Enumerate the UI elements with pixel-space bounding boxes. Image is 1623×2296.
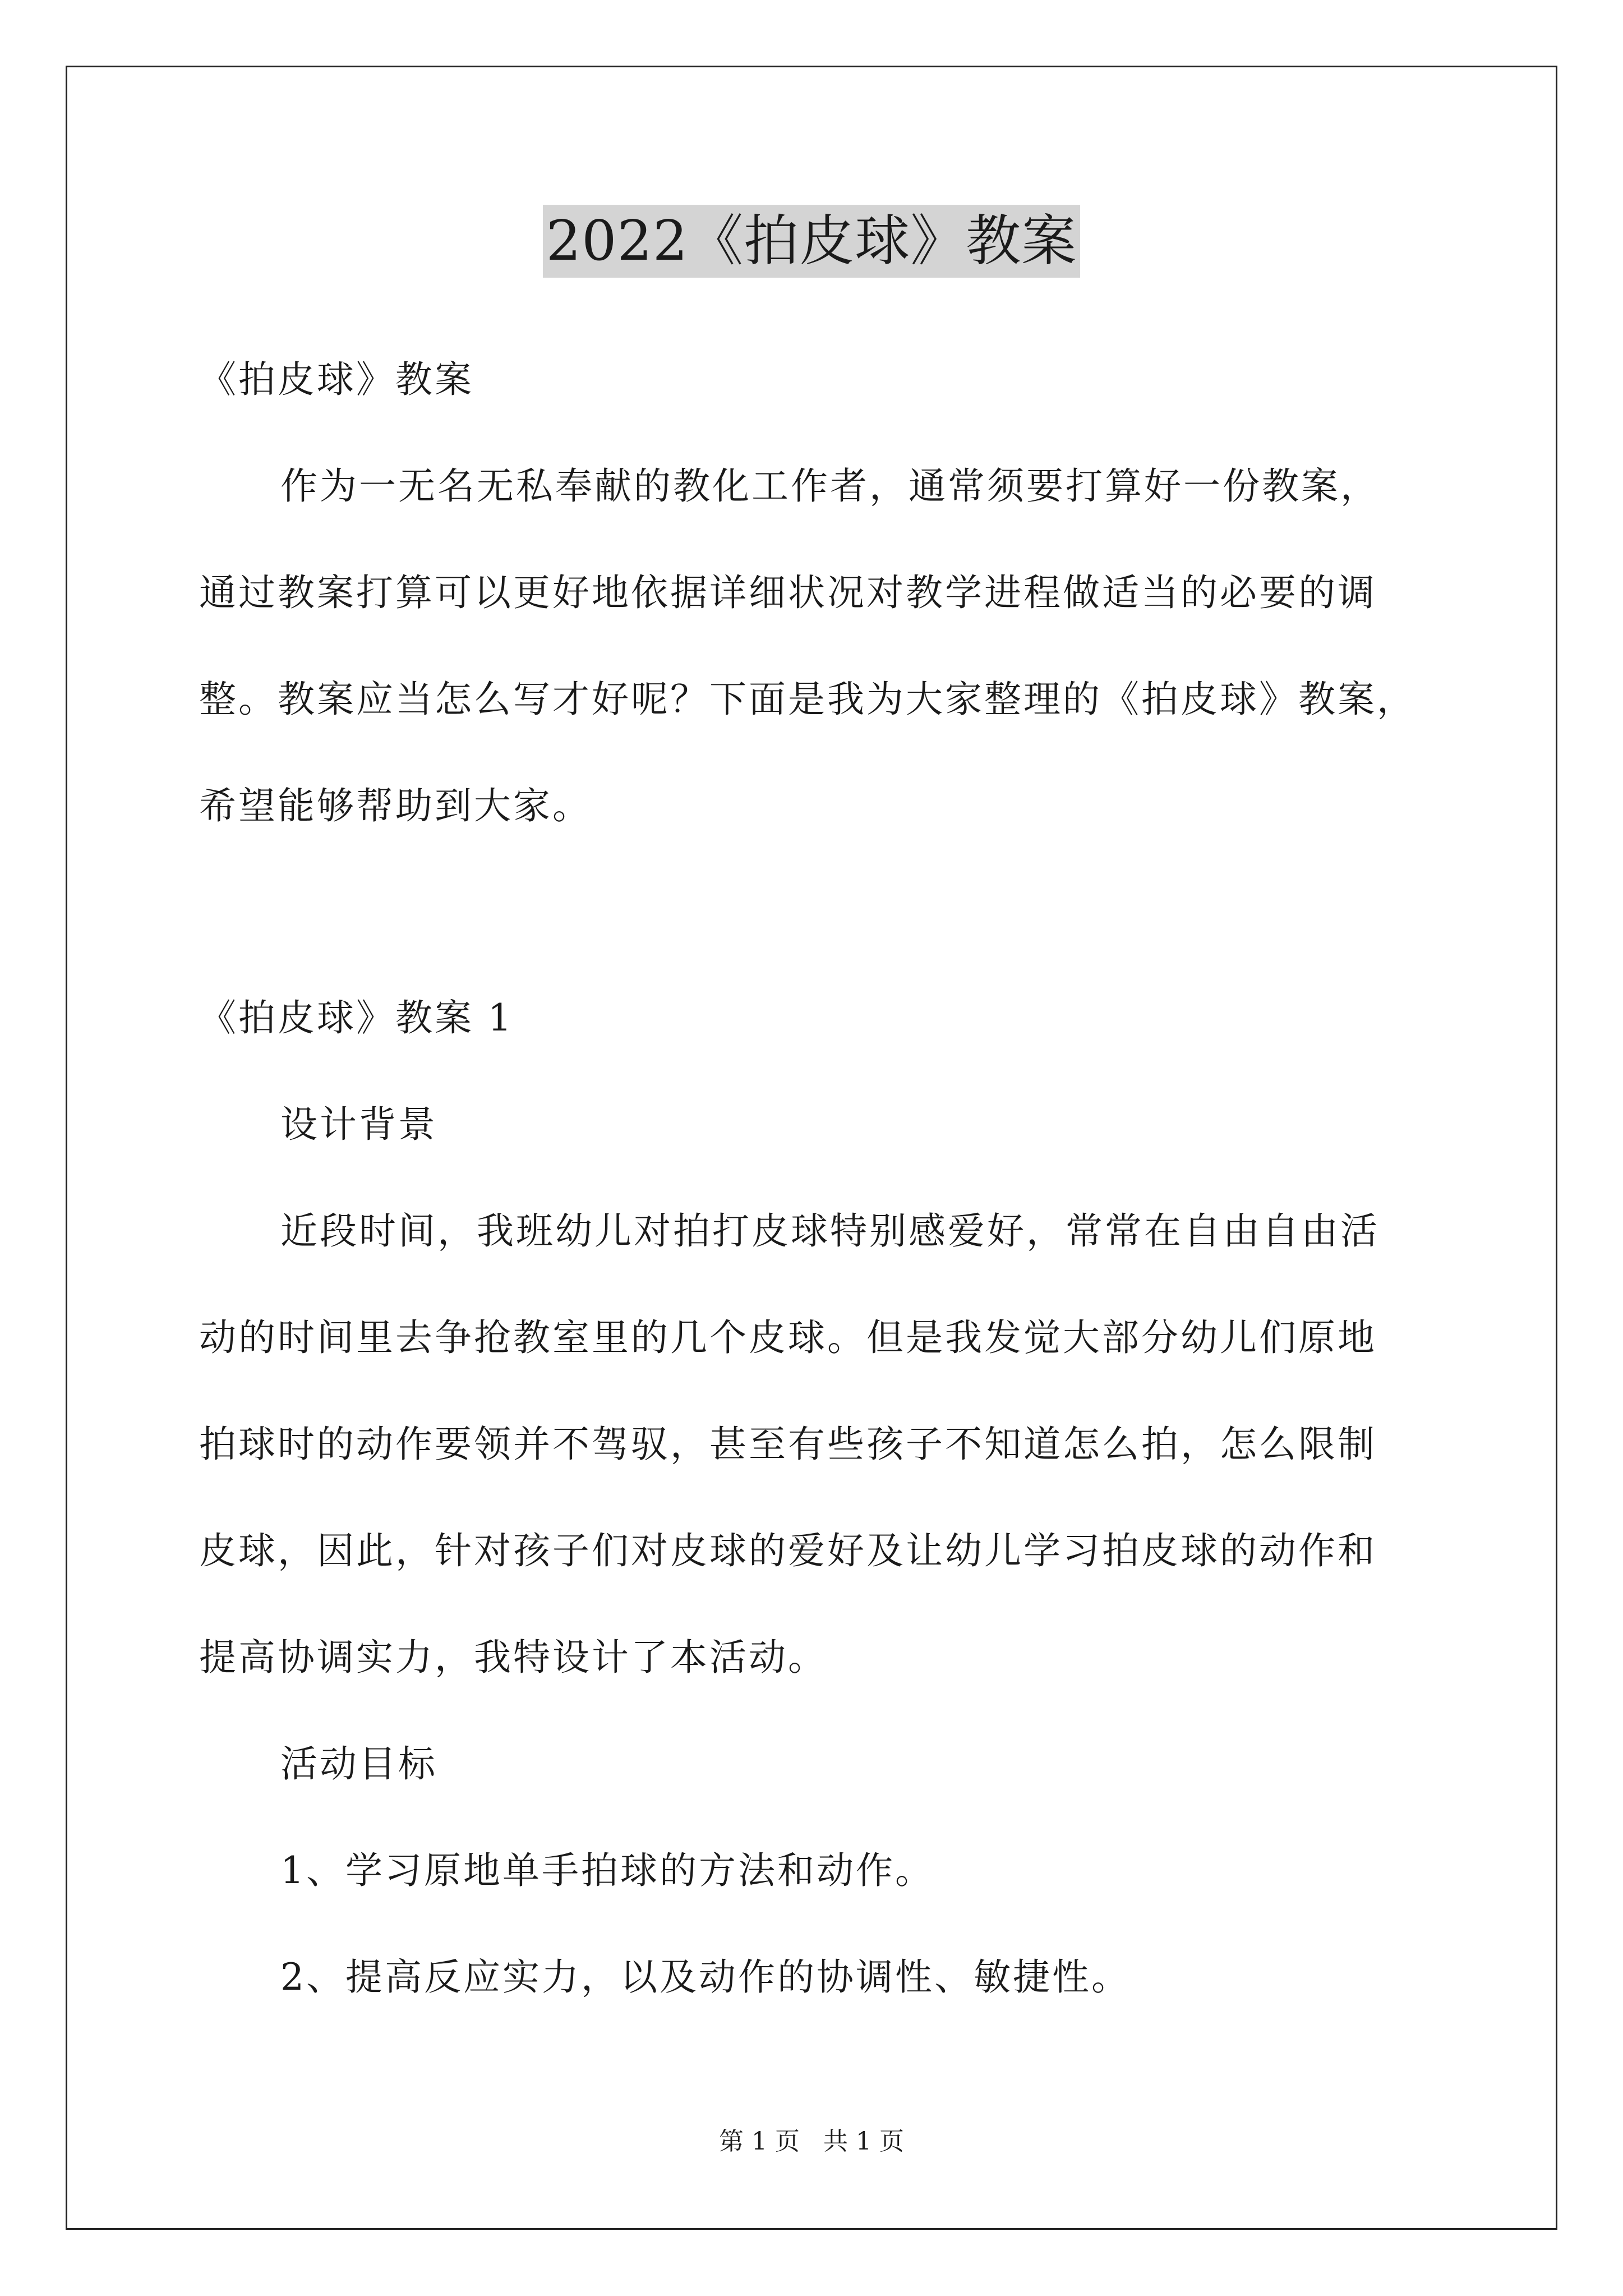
page-footer: 第 1 页 共 1 页 — [719, 2127, 904, 2156]
background-line-4: 皮球，因此，针对孩子们对皮球的爱好及让幼儿学习拍皮球的动作和 — [199, 1529, 1377, 1572]
title-container — [0, 205, 1623, 278]
document-title: 2022《拍皮球》教案 — [543, 205, 1080, 278]
background-line-5: 提高协调实力，我特设计了本活动。 — [199, 1636, 827, 1679]
intro-line-2: 通过教案打算可以更好地依据详细状况对教学进程做适当的必要的调 — [199, 571, 1377, 614]
intro-line-3: 整。教案应当怎么写才好呢？下面是我为大家整理的《拍皮球》教案， — [199, 678, 1416, 721]
background-line-3: 拍球时的动作要领并不驾驭，甚至有些孩子不知道怎么拍，怎么限制 — [199, 1423, 1377, 1466]
background-heading: 设计背景 — [280, 1103, 437, 1146]
background-line-1: 近段时间，我班幼儿对拍打皮球特别感爱好，常常在自由自由活 — [280, 1209, 1380, 1253]
background-line-2: 动的时间里去争抢教室里的几个皮球。但是我发觉大部分幼儿们原地 — [199, 1316, 1377, 1359]
intro-line-4: 希望能够帮助到大家。 — [199, 784, 592, 827]
goal-item-1: 1、学习原地单手拍球的方法和动作。 — [280, 1849, 934, 1892]
goals-heading: 活动目标 — [280, 1742, 437, 1786]
goal-item-2: 2、提高反应实力，以及动作的协调性、敏捷性。 — [280, 1955, 1131, 1999]
section1-heading: 《拍皮球》教案 1 — [199, 996, 514, 1039]
document-subtitle: 《拍皮球》教案 — [199, 358, 474, 401]
intro-line-1: 作为一无名无私奉献的教化工作者，通常须要打算好一份教案， — [280, 464, 1380, 508]
